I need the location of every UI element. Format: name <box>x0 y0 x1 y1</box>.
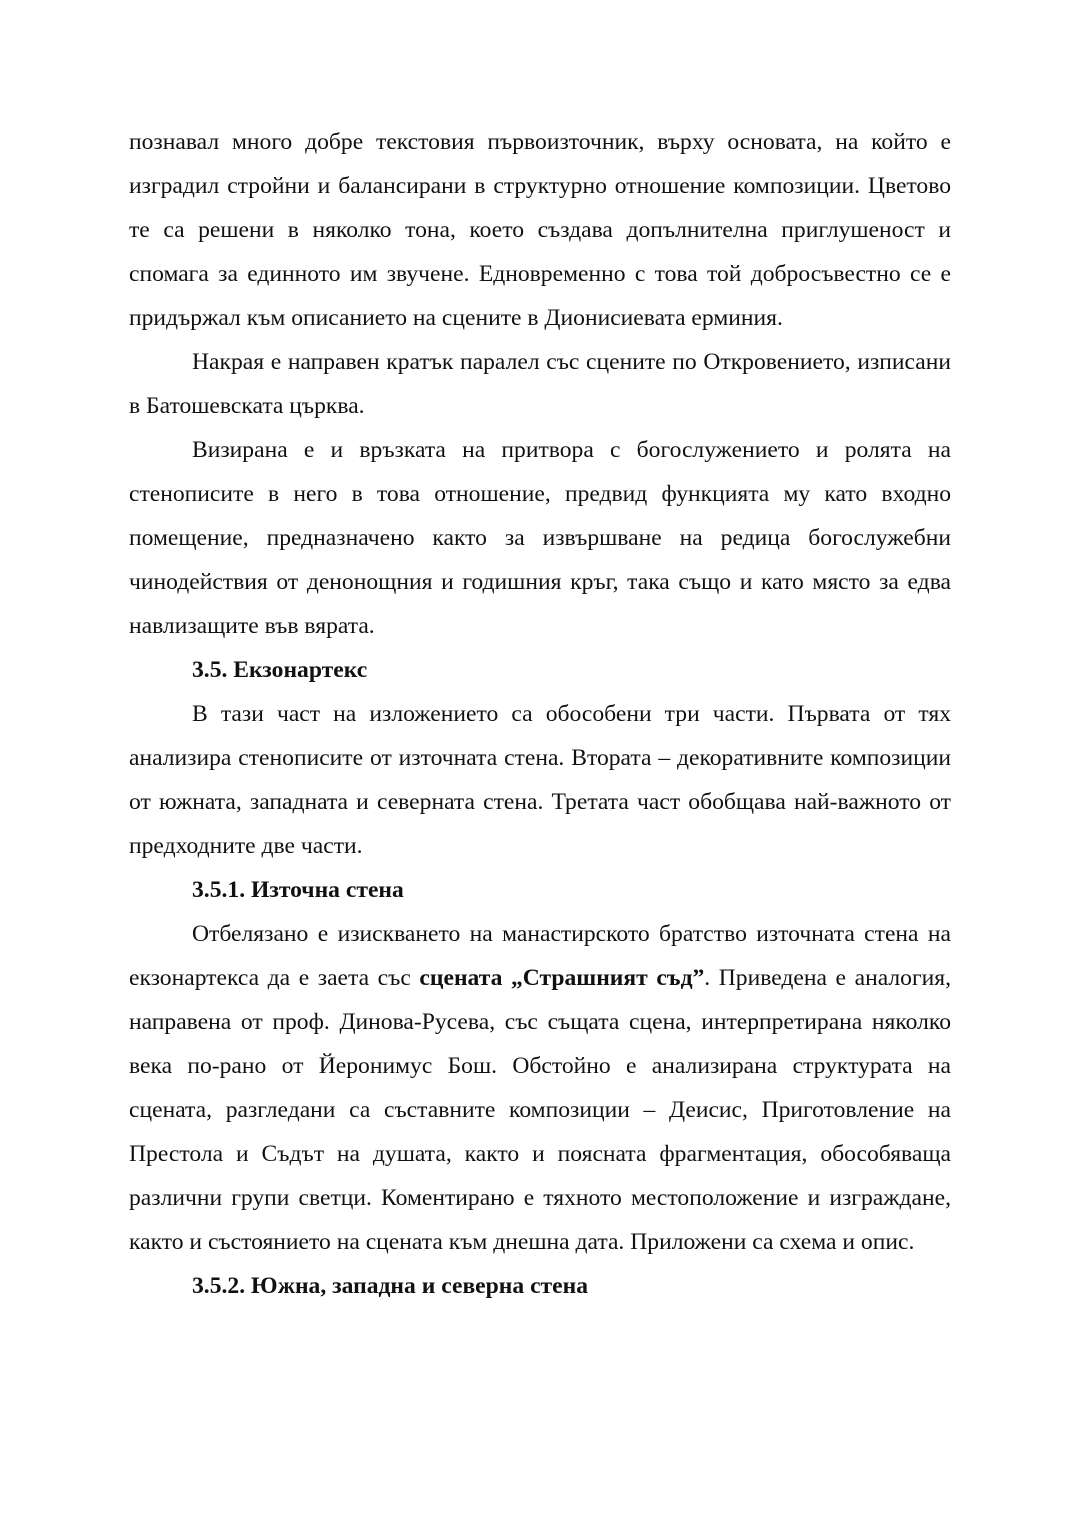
paragraph-east-wall <box>129 912 951 1264</box>
paragraph-continuation: познавал много добре текстовия първоизточник, върху основата, на който е изградил стройни и балансирани в структурно отношение композиции. Цветово те са решени в няколко тона, което създава допълнителна приглушеност и спомага за единното им звучене. Едновременно с това той добросъвестно се е придържал към описанието на сцените в Дионисиевата ерминия. <box>129 129 951 331</box>
section-heading-3-5: 3.5. Екзонартекс <box>192 657 368 683</box>
east-wall-text-end: . Приведена е аналогия, направена от проф. Динова-Русева, със същата сцена, интерпретирана няколко века по-рано от Йеронимус Бош. Обстойно е анализирана структурата на сцената, разгледани са съставните композиции – Деисис, Приготовление на Престола и Съдът на душата, както и поясната фрагментация, обособяваща различни групи светци. Коментирано е тяхното местоположение и изграждане, както и състоянието на сцената към днешна дата. Приложени са схема и опис. <box>129 965 952 1255</box>
paragraph-parallel: Накрая е направен кратък паралел със сцените по Откровението, изписани в Батошевската църква. <box>129 349 951 419</box>
section-heading-3-5-2: 3.5.2. Южна, западна и северна стена <box>192 1273 588 1299</box>
document-page <box>129 120 951 1308</box>
east-wall-text-start: Отбелязано е изискването на манастирското братство източната стена на екзонартекса да е заета със <box>129 921 951 991</box>
paragraph-exonarthex-intro: В тази част на изложението са обособени три части. Първата от тях анализира стенописите от източната стена. Втората – декоративните композиции от южната, западната и северната стена. Третата част обобщава най-важното от предходните две части. <box>129 701 951 859</box>
section-heading-3-5-1: 3.5.1. Източна стена <box>192 877 404 903</box>
east-wall-bold-scene: сцената „Страшният съд” <box>419 965 705 991</box>
paragraph-narthex-liturgy: Визирана е и връзката на притвора с богослужението и ролята на стенописите в него в това отношение, предвид функцията му като входно помещение, предназначено както за извършване на редица богослужебни чинодействия от денонощния и годишния кръг, така също и като място за едва навлизащите във вярата. <box>129 437 951 639</box>
